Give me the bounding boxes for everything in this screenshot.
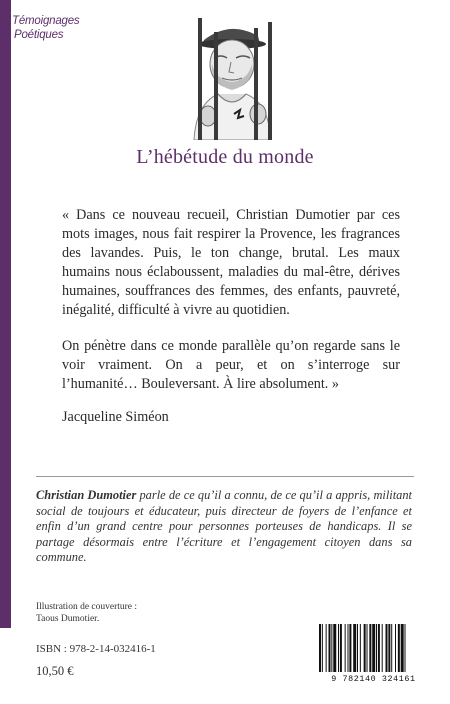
quote-paragraph-1: « Dans ce nouveau recueil, Christian Dumotier par ces mots images, nous fait respirer la Provence, les fragrances des lavandes. Puis, le ton change, brutal. Les maux humains nous éclaboussent, maladies du mal-être, dérives humaines, souffrances des femmes, des enfants, pauvreté, inégalité, difficulté à vivre au quotidien. [62, 207, 400, 318]
book-title: L’hébétude du monde [136, 146, 314, 168]
barcode-bar [401, 624, 404, 672]
collection-label [12, 14, 92, 42]
barcode-bar [338, 624, 339, 672]
barcode-bar [388, 624, 390, 672]
author-bio [36, 488, 412, 566]
barcode-bar [353, 624, 356, 672]
barcode-bar [398, 624, 400, 672]
back-cover-quote [62, 206, 400, 394]
barcode-bar [340, 624, 342, 672]
barcode-bar [376, 624, 377, 672]
barcode-bar [372, 624, 375, 672]
barcode-bar [333, 624, 336, 672]
barcode-bar [364, 624, 366, 672]
barcode-bar [405, 624, 406, 672]
credit-line-1: Illustration de couverture : [36, 602, 138, 612]
barcode-bar [322, 624, 323, 672]
barcode-bar [349, 624, 351, 672]
barcode [315, 624, 432, 686]
barcode-bar [395, 624, 396, 672]
price: 10,50 € [36, 664, 74, 678]
cover-illustration [174, 18, 286, 140]
barcode-bar [329, 624, 331, 672]
barcode-bar [360, 624, 361, 672]
quote-signature: Jacqueline Siméon [62, 409, 169, 425]
barcode-bar [386, 624, 388, 672]
barcode-bar [391, 624, 392, 672]
collection-label-line1: Témoignages [12, 15, 80, 27]
barcode-bar [367, 624, 368, 672]
barcode-bar [326, 624, 327, 672]
isbn: ISBN : 978-2-14-032416-1 [36, 643, 156, 655]
barcode-bar [331, 624, 332, 672]
barcode-bar [378, 624, 380, 672]
barcode-bar [348, 624, 349, 672]
author-bio-text: parle de ce qu’il a connu, de ce qu’il a appris, militant social de toujours et éducateur, puis directeur de foyers de l’enfance et enfin d’un grand centre pour personnes porteuses de handicaps. Il se partage désormais entre l’écriture et l’engagement citoyen dans sa commune. [36, 488, 413, 564]
quote-paragraph-2: On pénètre dans ce monde parallèle qu’on regarde sans le voir vraiment. On a peur, et on s’interroge sur l’humanité… Bouleversant. À lire absolument. » [62, 338, 400, 392]
barcode-bar [382, 624, 383, 672]
barcode-bar [345, 624, 346, 672]
collection-color-bar [0, 0, 11, 628]
section-divider [36, 476, 414, 477]
barcode-bar [357, 624, 358, 672]
barcode-bar [319, 624, 321, 672]
collection-label-line2: Poétiques [14, 29, 64, 41]
barcode-bar [369, 624, 371, 672]
author-name: Christian Dumotier [36, 488, 137, 502]
credit-line-2: Taous Dumotier. [36, 614, 100, 624]
barcode-digits: 9 782140 324161 [331, 674, 416, 684]
illustration-credit [36, 601, 137, 625]
